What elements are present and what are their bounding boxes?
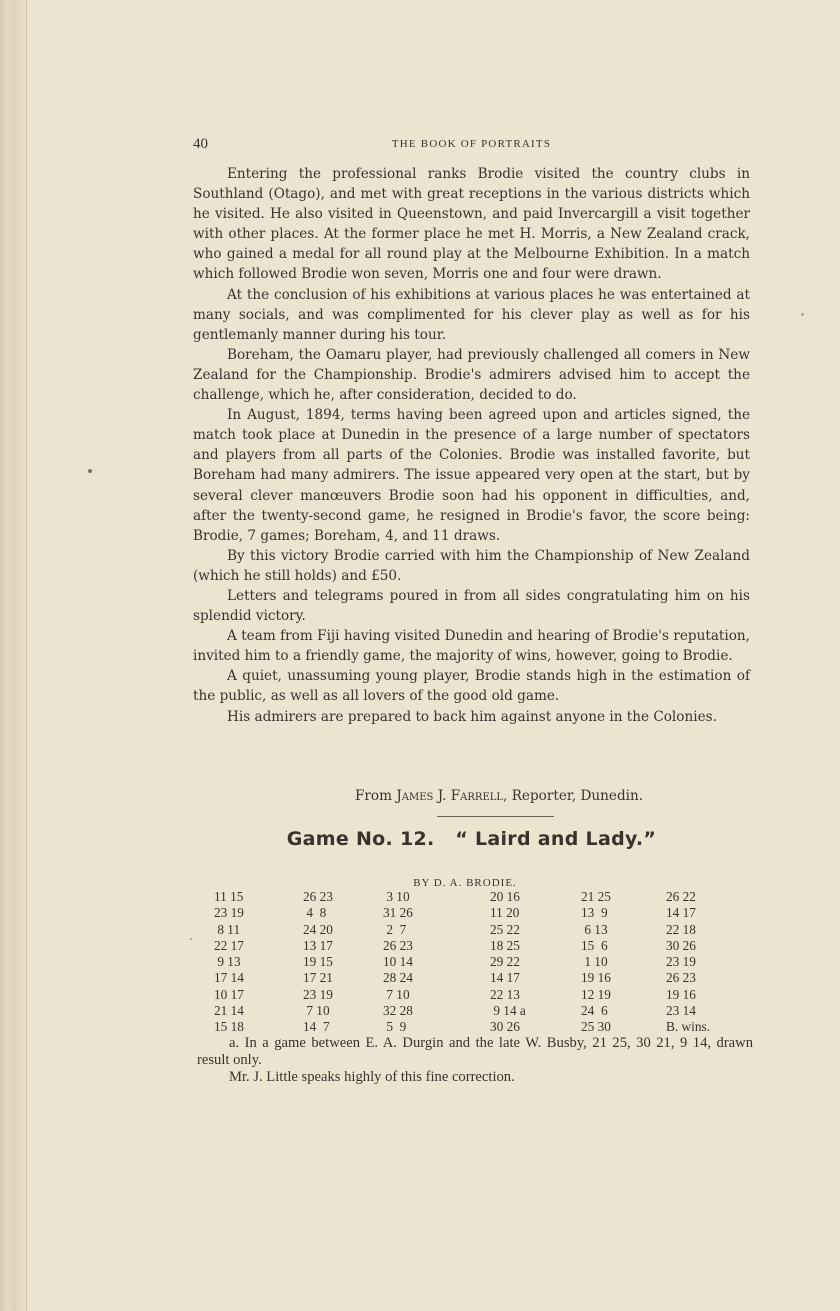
paragraph: By this victory Brodie carried with him the Championship of New Zealand (which he still holds) and £50. xyxy=(193,547,750,584)
move-entry: 24 20 xyxy=(303,921,333,937)
paragraph: A quiet, unassuming young player, Brodie stands high in the estimation of the public, as well as all lovers of the good old game. xyxy=(193,668,750,705)
move-entry: 6 13 xyxy=(581,921,608,937)
move-entry: 23 19 xyxy=(214,905,244,921)
move-entry: 15 18 xyxy=(214,1019,244,1035)
move-entry: 22 18 xyxy=(666,921,696,937)
move-entry: 17 21 xyxy=(303,970,333,986)
game-notes xyxy=(197,1035,753,1086)
move-entry: 14 7 xyxy=(303,1019,330,1035)
move-entry: 19 16 xyxy=(581,970,611,986)
attribution-suffix: , Reporter, Dunedin. xyxy=(503,788,644,804)
move-entry: 23 19 xyxy=(666,954,696,970)
move-entry: 13 9 xyxy=(581,905,608,921)
paragraph: Letters and telegrams poured in from all sides congratulating him on his splendid victory. xyxy=(193,587,750,625)
moves-column xyxy=(303,889,381,1036)
paper-speck xyxy=(190,938,192,940)
move-entry: 10 17 xyxy=(214,986,244,1002)
moves-table xyxy=(214,889,750,1036)
move-entry: 13 17 xyxy=(303,937,333,953)
move-entry: 17 14 xyxy=(214,970,244,986)
note-paragraph: Mr. J. Little speaks highly of this fine correction. xyxy=(229,1069,515,1085)
move-entry: 21 25 xyxy=(581,889,611,904)
running-head xyxy=(193,136,750,154)
note-paragraph: a. In a game between E. A. Durgin and the late W. Busby, 21 25, 30 21, 9 14, drawn result only. xyxy=(197,1035,753,1068)
move-entry: 25 22 xyxy=(490,921,520,937)
move-entry: 26 22 xyxy=(666,889,696,904)
paragraph: Boreham, the Oamaru player, had previously challenged all comers in New Zealand for the Championship. Brodie's admirers advised him to accept the challenge, which he, after consideration, decided to do. xyxy=(193,346,750,404)
body-text xyxy=(193,164,750,727)
moves-column xyxy=(581,889,659,1036)
move-entry: 22 17 xyxy=(214,937,244,953)
paper-speck xyxy=(88,469,92,473)
move-entry: 2 7 xyxy=(383,921,407,937)
move-entry: 8 11 xyxy=(214,921,241,937)
running-title: THE BOOK OF PORTRAITS xyxy=(391,138,552,150)
move-entry: 24 6 xyxy=(581,1003,608,1019)
move-entry: 3 10 xyxy=(383,889,410,904)
move-entry: 30 26 xyxy=(666,937,696,953)
move-entry: 29 22 xyxy=(490,954,520,970)
move-entry: 26 23 xyxy=(383,937,413,953)
paragraph: His admirers are prepared to back him against anyone in the Colonies. xyxy=(227,708,717,725)
paragraph: Entering the professional ranks Brodie visited the country clubs in Southland (Otago), and met with great receptions in the various districts which he visited. He also visited in Queenstown, and paid Invercargill a visit together with other places. At the former place he met H. Morris, a New Zealand crack, who gained a medal for all round play at the Melbourne Exhibition. In a match which followed Brodie won seven, Morris one and four were drawn. xyxy=(193,166,750,283)
move-entry: 19 15 xyxy=(303,954,333,970)
move-entry: 14 17 xyxy=(490,970,520,986)
move-entry: 20 16 xyxy=(490,889,520,904)
paper-speck xyxy=(801,313,804,316)
move-entry: 30 26 xyxy=(490,1019,520,1035)
move-entry: 23 14 xyxy=(666,1003,696,1019)
move-entry: 4 8 xyxy=(303,905,327,921)
move-entry: 18 25 xyxy=(490,937,520,953)
moves-column xyxy=(383,889,461,1036)
paragraph: At the conclusion of his exhibitions at various places he was entertained at many socials, and was complimented for his clever play as well as for his gentlemanly manner during his tour. xyxy=(193,286,750,343)
move-entry: 28 24 xyxy=(383,970,413,986)
attribution xyxy=(355,788,643,804)
move-entry: 11 20 xyxy=(490,905,520,921)
reporter-name: James J. Farrell xyxy=(396,788,504,804)
section-divider xyxy=(437,816,554,817)
moves-column xyxy=(666,889,744,1036)
move-entry: 11 15 xyxy=(214,889,244,904)
moves-column xyxy=(214,889,292,1036)
move-entry: 25 30 xyxy=(581,1019,611,1035)
moves-column xyxy=(490,889,568,1036)
move-entry: 15 6 xyxy=(581,937,608,953)
move-entry: 10 14 xyxy=(383,954,413,970)
move-entry: 23 19 xyxy=(303,986,333,1002)
move-entry: 26 23 xyxy=(666,970,696,986)
paragraph: A team from Fiji having visited Dunedin and hearing of Brodie's reputation, invited him to a friendly game, the majority of wins, however, going to Brodie. xyxy=(193,628,750,665)
move-entry: 9 13 xyxy=(214,954,241,970)
game-author: BY D. A. BRODIE. xyxy=(413,877,517,889)
move-entry: 31 26 xyxy=(383,905,413,921)
move-entry: B. wins. xyxy=(666,1019,710,1035)
move-entry: 1 10 xyxy=(581,954,608,970)
paragraph: In August, 1894, terms having been agreed upon and articles signed, the match took place at Dunedin in the presence of a large number of spectators and players from all parts of the Colonies. Brodie was installed favorite, but Boreham had many admirers. The issue appeared very open at the start, but by several clever manœuvers Brodie soon had his opponent in difficulties, and, after the twenty-second game, he resigned in Brodie's favor, the score being: Brodie, 7 games; Boreham, 4, and 11 draws. xyxy=(193,407,750,544)
move-entry: 5 9 xyxy=(383,1019,407,1035)
move-entry: 7 10 xyxy=(383,986,410,1002)
move-entry: 32 28 xyxy=(383,1003,413,1019)
game-title: Game No. 12. “ Laird and Lady.” xyxy=(286,828,657,850)
move-entry: 12 19 xyxy=(581,986,611,1002)
move-entry: 9 14 a xyxy=(490,1003,526,1019)
page-number: 40 xyxy=(193,136,208,152)
move-entry: 19 16 xyxy=(666,986,696,1002)
move-entry: 22 13 xyxy=(490,986,520,1002)
attribution-prefix: From xyxy=(355,788,397,804)
move-entry: 7 10 xyxy=(303,1003,330,1019)
move-entry: 21 14 xyxy=(214,1003,244,1019)
move-entry: 14 17 xyxy=(666,905,696,921)
move-entry: 26 23 xyxy=(303,889,333,904)
